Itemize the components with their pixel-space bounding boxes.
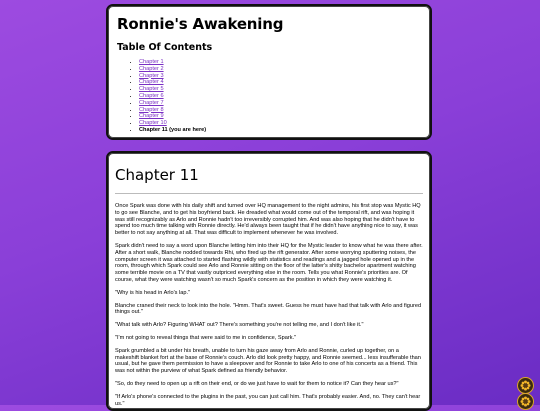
sunflower-icon xyxy=(520,396,531,407)
chapter-body xyxy=(115,203,423,407)
toc-link-chapter-10[interactable]: Chapter 10 xyxy=(139,120,167,127)
toc-link-chapter-4[interactable]: Chapter 4 xyxy=(139,79,164,86)
sunflower-icon xyxy=(520,380,531,391)
toc-link-chapter-8[interactable]: Chapter 8 xyxy=(139,106,164,113)
chapter-paragraph: Spark didn't need to say a word upon Blanche letting him into their HQ for the Mystic leader to know what he was there after. After a short walk, Blanche nodded towards Rhi, who fired up the rift generator. After some worrying sputtering noises, the computer screen it was attached to started flashing wildly with statistics and readings and a jagged hole opened up in the room, through which Spark could see Arlo and Ronnie sitting on the floor of the latter's shitty bachelor apartment watching some terrible movie on a TV that vastly outpriced everything else in the room. Tells you what Ronnie's priorities are. Of course, what they were watching wasn't so much Spark's concern as the position in which they were watching it. xyxy=(115,242,423,283)
toc-link-chapter-1[interactable]: Chapter 1 xyxy=(139,59,164,65)
chapter-paragraph: "I'm not going to reveal things that were said to me in confidence, Spark." xyxy=(115,334,297,341)
toc-link-chapter-6[interactable]: Chapter 6 xyxy=(139,92,164,99)
toc-item[interactable] xyxy=(139,93,421,100)
chapter-paragraph: "Why is his head in Arlo's lap." xyxy=(115,289,190,296)
toc-item[interactable] xyxy=(139,113,421,120)
chapter-card xyxy=(106,151,432,411)
toc-item[interactable] xyxy=(139,79,421,86)
chapter-paragraph: "So, do they need to open up a rift on their end, or do we just have to wait for them to notice it? Can they hear us?" xyxy=(115,380,399,387)
toc-link-chapter-2[interactable]: Chapter 2 xyxy=(139,65,164,72)
toc-item[interactable] xyxy=(139,86,421,93)
toc-item[interactable] xyxy=(139,66,421,73)
chapter-heading: Chapter 11 xyxy=(115,166,199,184)
toc-list xyxy=(117,59,421,134)
floating-widget-button[interactable] xyxy=(517,377,534,394)
floating-widget-button-2[interactable] xyxy=(517,393,534,410)
chapter-paragraph: Blanche craned their neck to look into the hole. "Hmm. That's sweet. Guess he must have had that talk with Arlo and figured things out." xyxy=(115,302,422,316)
table-of-contents-card xyxy=(106,4,432,140)
toc-link-chapter-3[interactable]: Chapter 3 xyxy=(139,72,164,79)
chapter-paragraph: Once Spark was done with his daily shift and turned over HQ management to the night admins, his first stop was Mystic HQ to go see Blanche, and to get his boyfriend back. He dreaded what would come out of the temporal rift, and was hoping it was still recognizably as Arlo and Ronnie hadn't too irreversibly corrupted him. And was also hoping that he didn't have to spend too much time talking with Ronnie directly. He'd always been taught that if he didn't have anything nice to say, it was better to not say anything at all. That was difficult to implement whenever he was involved. xyxy=(115,203,421,237)
story-title: Ronnie's Awakening xyxy=(117,15,284,33)
toc-heading: Table Of Contents xyxy=(117,42,213,53)
toc-item: • Chapter 11 (you are here) xyxy=(139,127,421,134)
toc-link-chapter-5[interactable]: Chapter 5 xyxy=(139,86,164,93)
toc-item[interactable] xyxy=(139,59,421,66)
toc-item[interactable] xyxy=(139,100,421,107)
chapter-paragraph: "If Arlo's phone's connected to the plugins in the past, you can just call him. That's probably easier. And, no. They can't hear us." xyxy=(115,393,421,407)
toc-link-chapter-9[interactable]: Chapter 9 xyxy=(139,113,164,120)
chapter-paragraph: Spark grumbled a bit under his breath, unable to turn his gaze away from Arlo and Ronnie, curled up together, on a makeshift blanket fort at the base of Ronnie's couch. Arlo did look pretty happy, and Ronnie seemed... less insufferable than usual, but he gave them permission to have a sleepover and for Ronnie to take Arlo to one of his concerts as a friend. This was not within the purview of what Spark defined as friendly behavior. xyxy=(115,347,421,375)
toc-item[interactable] xyxy=(139,120,421,127)
toc-item[interactable] xyxy=(139,73,421,80)
chapter-divider xyxy=(115,193,423,194)
chapter-paragraph: "What talk with Arlo? Figuring WHAT out? There's something you're not telling me, and I don't like it." xyxy=(115,322,364,329)
toc-item[interactable] xyxy=(139,107,421,114)
toc-link-chapter-7[interactable]: Chapter 7 xyxy=(139,99,164,106)
